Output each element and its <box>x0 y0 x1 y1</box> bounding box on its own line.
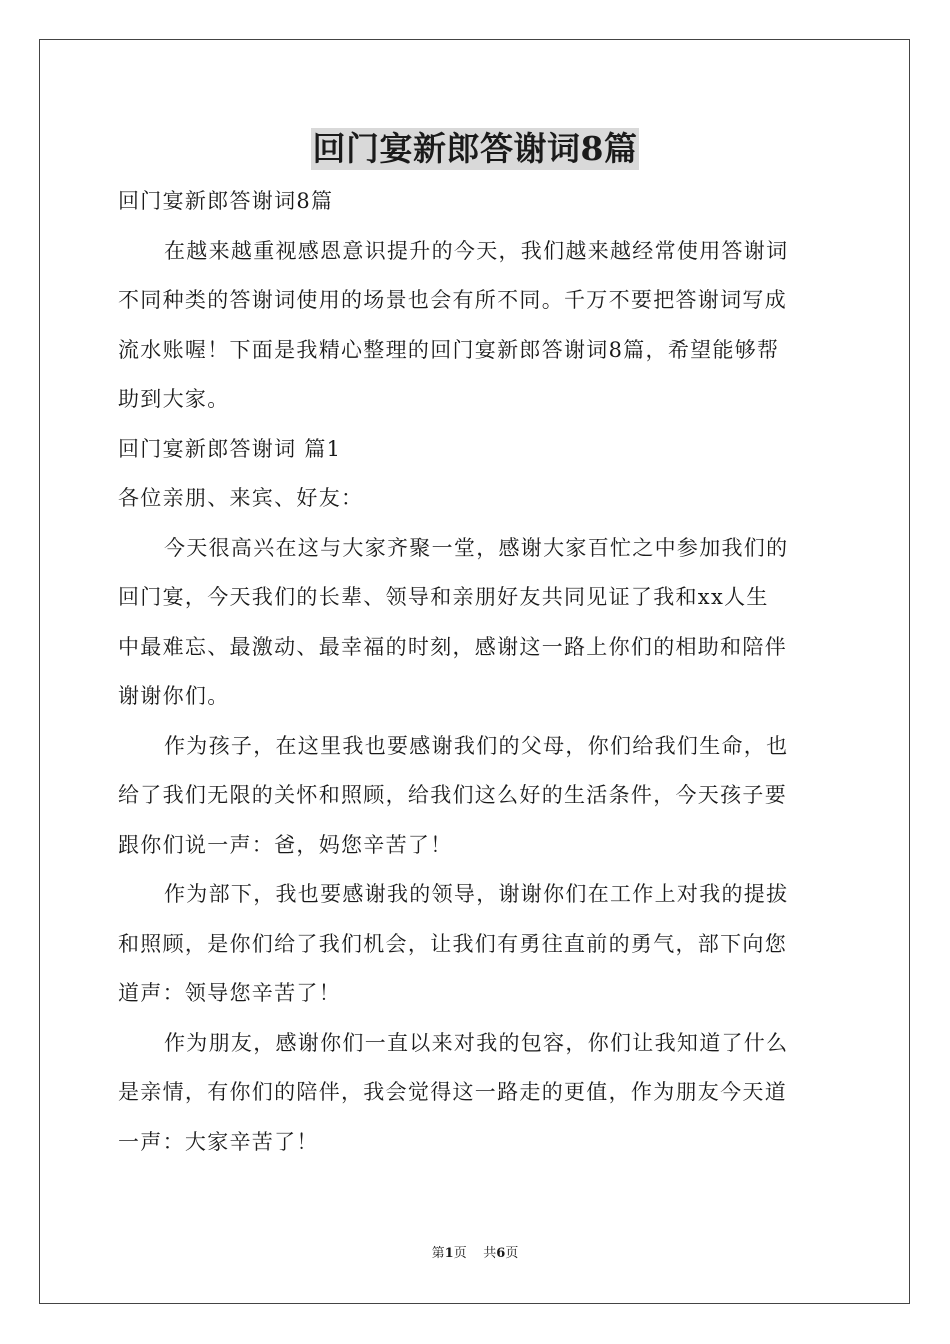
page-suffix: 页 <box>453 1246 467 1261</box>
page-footer <box>0 1245 950 1263</box>
text-line: 作为孩子，在这里我也要感谢我们的父母，你们给我们生命，也 <box>164 733 789 758</box>
text-line: 作为朋友，感谢你们一直以来对我的包容，你们让我知道了什么 <box>164 1030 789 1055</box>
total-suffix: 页 <box>505 1246 519 1261</box>
text-line: 给了我们无限的关怀和照顾，给我们这么好的生活条件，今天孩子要 <box>118 783 787 807</box>
text-line: 是亲情，有你们的陪伴，我会觉得这一路走的更值，作为朋友今天道 <box>118 1080 787 1104</box>
text-line: 回门宴，今天我们的长辈、领导和亲朋好友共同见证了我和xx人生 <box>118 585 769 609</box>
document-body <box>118 177 834 1167</box>
current-page-number: 1 <box>444 1246 454 1261</box>
text-line: 跟你们说一声：爸，妈您辛苦了！ <box>118 832 453 857</box>
text-line: 今天很高兴在这与大家齐聚一堂，感谢大家百忙之中参加我们的 <box>164 535 789 560</box>
text-line: 和照顾，是你们给了我们机会，让我们有勇往直前的勇气，部下向您 <box>118 931 787 956</box>
text-line: 回门宴新郎答谢词 篇1 <box>118 436 342 461</box>
text-line: 流水账喔！下面是我精心整理的回门宴新郎答谢词8篇，希望能够帮 <box>118 337 780 362</box>
document-title: 回门宴新郎答谢词8篇 <box>312 129 638 168</box>
page-prefix: 第 <box>431 1246 445 1261</box>
text-line: 作为部下，我也要感谢我的领导，谢谢你们在工作上对我的提拔 <box>164 882 789 906</box>
text-line: 回门宴新郎答谢词8篇 <box>118 189 334 213</box>
total-prefix: 共 <box>483 1246 497 1261</box>
text-line: 各位亲朋、来宾、好友： <box>118 486 364 510</box>
text-line: 不同种类的答谢词使用的场景也会有所不同。千万不要把答谢词写成 <box>118 288 787 312</box>
total-page-count: 6 <box>496 1246 506 1261</box>
text-line: 在越来越重视感恩意识提升的今天，我们越来越经常使用答谢词 <box>164 238 789 263</box>
text-line: 中最难忘、最激动、最幸福的时刻，感谢这一路上你们的相助和陪伴 <box>118 634 787 659</box>
text-line: 谢谢你们。 <box>118 684 230 708</box>
title-container <box>0 128 950 170</box>
text-line: 道声：领导您辛苦了！ <box>118 981 341 1005</box>
text-line: 助到大家。 <box>118 387 230 411</box>
text-line: 一声：大家辛苦了！ <box>118 1129 319 1154</box>
